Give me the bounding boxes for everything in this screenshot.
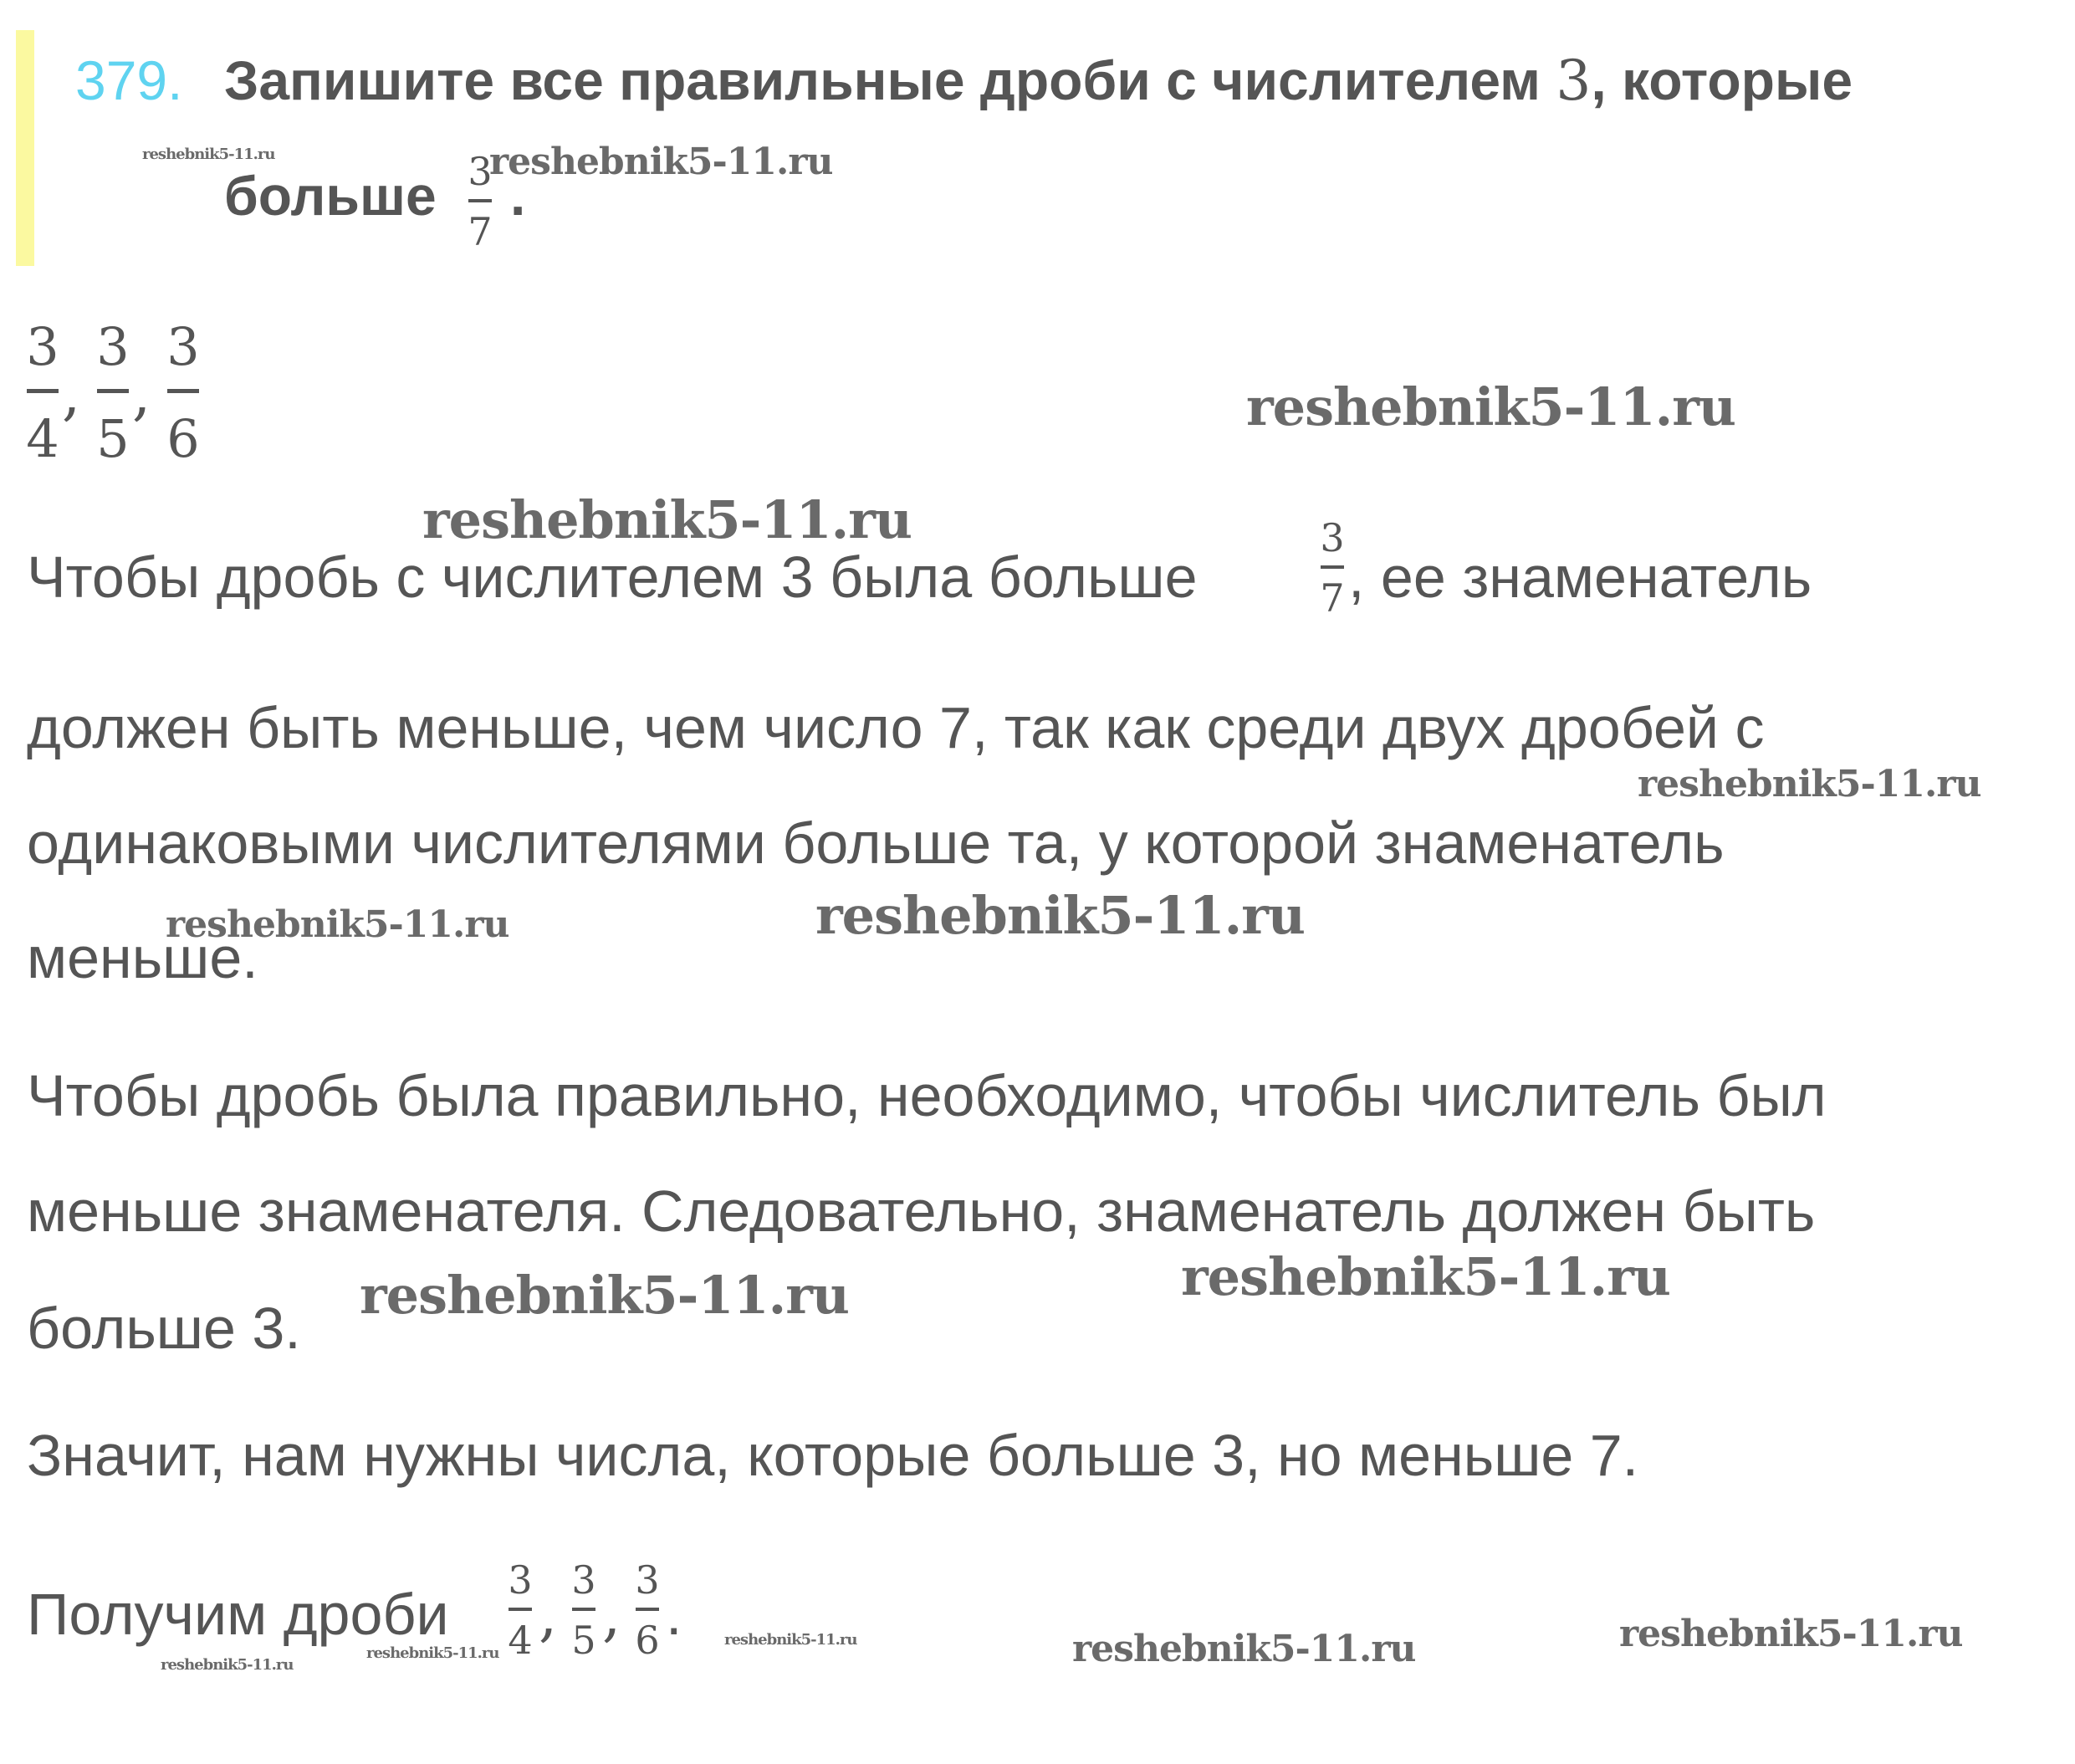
solution-p1-line1b: , ее знаменатель (1348, 545, 1812, 610)
solution-p2-line2: меньше знаменателя. Следовательно, знаменатель должен быть (27, 1179, 1816, 1244)
result-fraction-3 (632, 1557, 662, 1663)
watermark: reshebnik5-11.ru (142, 146, 275, 163)
watermark: reshebnik5-11.ru (1181, 1246, 1670, 1307)
task-text-end: . (510, 165, 526, 227)
watermark: reshebnik5-11.ru (1619, 1613, 1963, 1655)
fraction-bar (97, 389, 129, 393)
watermark: reshebnik5-11.ru (422, 489, 912, 550)
fraction-denominator: 5 (96, 408, 130, 469)
result-fraction-2 (569, 1557, 599, 1663)
solution-p1-line3: одинаковыми числителями больше та, у которой знаменатель (27, 810, 1725, 876)
solution-p1-line2: должен быть меньше, чем число 7, так как среди двух дробей с (27, 695, 1765, 760)
solution-p3-line1: Значит, нам нужны числа, которые больше 3, но меньше 7. (27, 1423, 1639, 1488)
fraction-numerator: 3 (508, 1557, 533, 1603)
watermark: reshebnik5-11.ru (360, 1265, 849, 1326)
fraction-bar (167, 389, 199, 393)
fraction-denominator: 6 (166, 408, 200, 469)
task-text-line1 (224, 49, 1853, 113)
fraction-numerator: 3 (26, 316, 59, 377)
fraction-denominator: 5 (571, 1618, 596, 1663)
fraction-bar (636, 1608, 659, 1611)
watermark: reshebnik5-11.ru (724, 1631, 857, 1649)
solution-p2-line1: Чтобы дробь была правильно, необходимо, чтобы числитель был (27, 1063, 1827, 1128)
fraction-numerator: 3 (166, 316, 200, 377)
fraction-numerator: 3 (96, 316, 130, 377)
task-text-line2: больше (224, 165, 437, 227)
fraction-denominator: 7 (468, 209, 493, 254)
fraction-numerator: 3 (1320, 515, 1345, 560)
answer-fraction-2 (94, 316, 132, 469)
accent-bar (16, 30, 34, 266)
watermark: reshebnik5-11.ru (815, 885, 1305, 946)
solution-p2-line3: больше 3. (27, 1296, 301, 1361)
comma: , (602, 1581, 621, 1649)
watermark: reshebnik5-11.ru (161, 1656, 294, 1674)
solution-p4-end: . (666, 1582, 682, 1647)
fraction-numerator: 3 (468, 149, 493, 194)
solution-p4-prefix: Получим дроби (27, 1582, 449, 1647)
answer-fraction-1 (23, 316, 62, 469)
fraction-numerator: 3 (571, 1557, 596, 1603)
solution-fraction (1317, 515, 1347, 621)
solution-p1-line1a: Чтобы дробь с числителем 3 была больше (27, 545, 1198, 610)
watermark: reshebnik5-11.ru (489, 141, 833, 183)
task-text-num: 3 (1556, 49, 1592, 113)
result-fraction-1 (505, 1557, 535, 1663)
fraction-bar (468, 199, 492, 202)
watermark: reshebnik5-11.ru (1072, 1628, 1416, 1670)
watermark: reshebnik5-11.ru (1638, 763, 1981, 805)
watermark: reshebnik5-11.ru (166, 903, 509, 946)
fraction-numerator: 3 (635, 1557, 660, 1603)
task-number: 379. (75, 49, 183, 111)
fraction-bar (509, 1608, 532, 1611)
watermark: reshebnik5-11.ru (366, 1644, 499, 1662)
fraction-denominator: 7 (1320, 575, 1345, 621)
answer-fraction-3 (164, 316, 202, 469)
fraction-bar (1321, 565, 1344, 569)
fraction-denominator: 4 (508, 1618, 533, 1663)
fraction-denominator: 4 (26, 408, 59, 469)
comma: , (539, 1581, 558, 1649)
fraction-denominator: 6 (635, 1618, 660, 1663)
task-text-a: Запишите все правильные дроби с числителем (224, 49, 1556, 111)
watermark: reshebnik5-11.ru (1246, 376, 1735, 437)
solution-p1-line4: меньше. (27, 925, 258, 990)
task-text-b: , которые (1591, 49, 1853, 111)
fraction-bar (572, 1608, 595, 1611)
comma: , (132, 360, 151, 428)
comma: , (62, 360, 81, 428)
fraction-bar (27, 389, 59, 393)
